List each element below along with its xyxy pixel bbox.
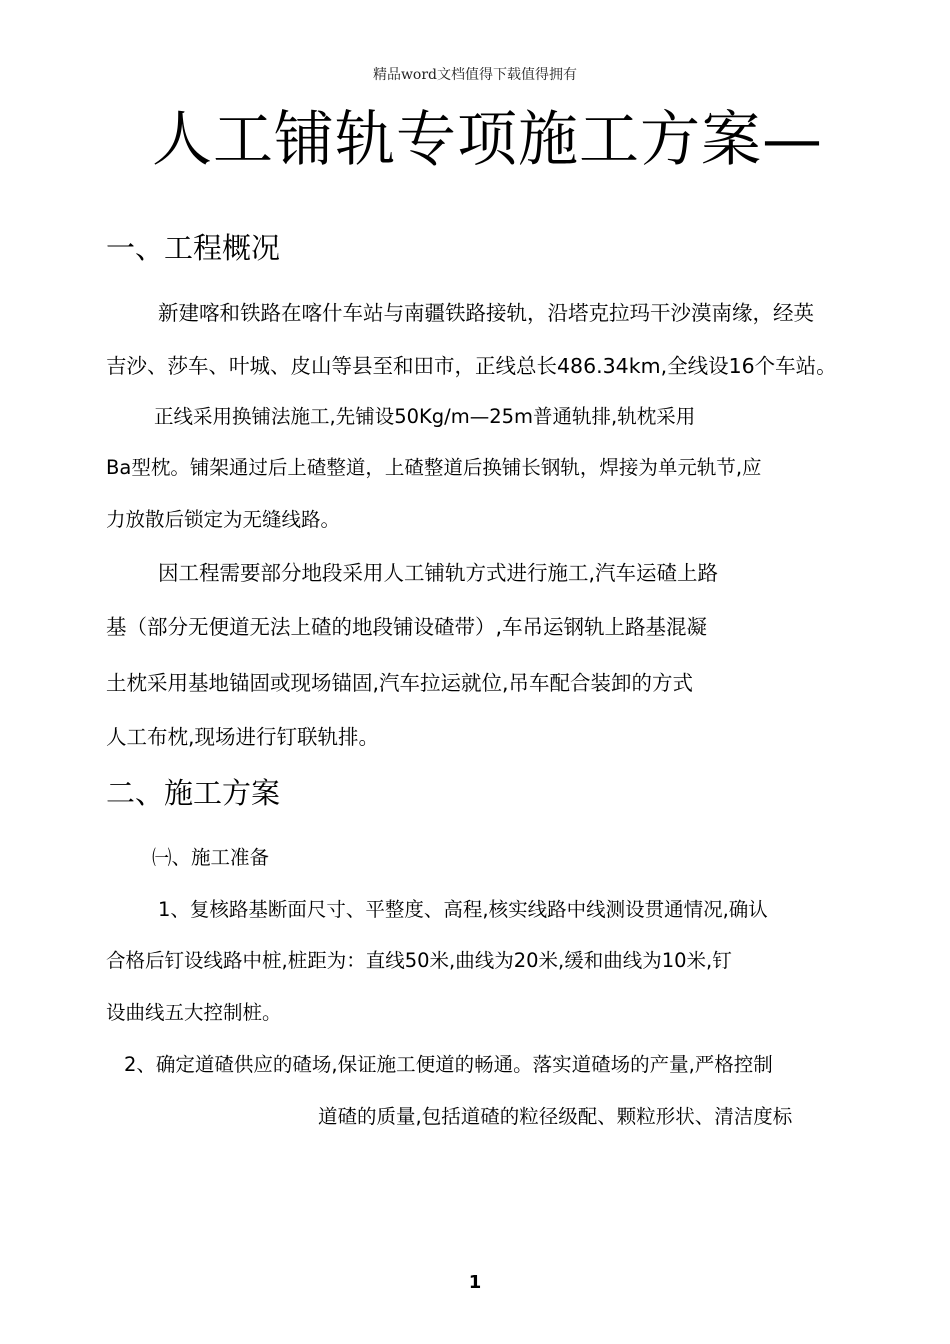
paragraph-line: Ba型枕。铺架通过后上碴整道，上碴整道后换铺长钢轨，焊接为单元轨节,应 bbox=[106, 456, 762, 479]
paragraph-line: 设曲线五大控制桩。 bbox=[106, 1001, 282, 1024]
paragraph-line: 1、复核路基断面尺寸、平整度、高程,核实线路中线测设贯通情况,确认 bbox=[158, 898, 768, 921]
paragraph-line: 新建喀和铁路在喀什车站与南疆铁路接轨，沿塔克拉玛干沙漠南缘，经英 bbox=[158, 301, 814, 325]
subsection-heading: ㈠、施工准备 bbox=[152, 846, 270, 869]
paragraph-line: 正线采用换铺法施工,先铺设50Kg/m—25m普通轨排,轨枕采用 bbox=[154, 405, 696, 428]
section-heading-overview: 一、工程概况 bbox=[106, 231, 281, 265]
page-number: 1 bbox=[468, 1272, 482, 1293]
section-heading-plan: 二、施工方案 bbox=[106, 776, 281, 810]
paragraph-line: 人工布枕,现场进行钉联轨排。 bbox=[106, 725, 380, 749]
paragraph-line: 力放散后锁定为无缝线路。 bbox=[106, 508, 341, 531]
paragraph-line: 合格后钉设线路中桩,桩距为：直线50米,曲线为20米,缓和曲线为10米,钉 bbox=[106, 949, 732, 972]
paragraph-line: 基（部分无便道无法上碴的地段铺设碴带）,车吊运钢轨上路基混凝 bbox=[106, 615, 708, 639]
paragraph-line: 吉沙、莎车、叶城、皮山等县至和田市，正线总长486.34km,全线设16个车站。 bbox=[106, 354, 837, 378]
page-header: 精品word文档值得下载值得拥有 bbox=[372, 67, 578, 83]
paragraph-line: 2、确定道碴供应的碴场,保证施工便道的畅通。落实道碴场的产量,严格控制 bbox=[124, 1053, 773, 1076]
paragraph-line: 土枕采用基地锚固或现场锚固,汽车拉运就位,吊车配合装卸的方式 bbox=[106, 671, 694, 695]
paragraph-line: 因工程需要部分地段采用人工铺轨方式进行施工,汽车运碴上路 bbox=[158, 561, 719, 585]
paragraph-line: 道碴的质量,包括道碴的粒径级配、颗粒形状、清洁度标 bbox=[318, 1105, 793, 1128]
document-title: 人工铺轨专项施工方案— bbox=[152, 105, 823, 175]
